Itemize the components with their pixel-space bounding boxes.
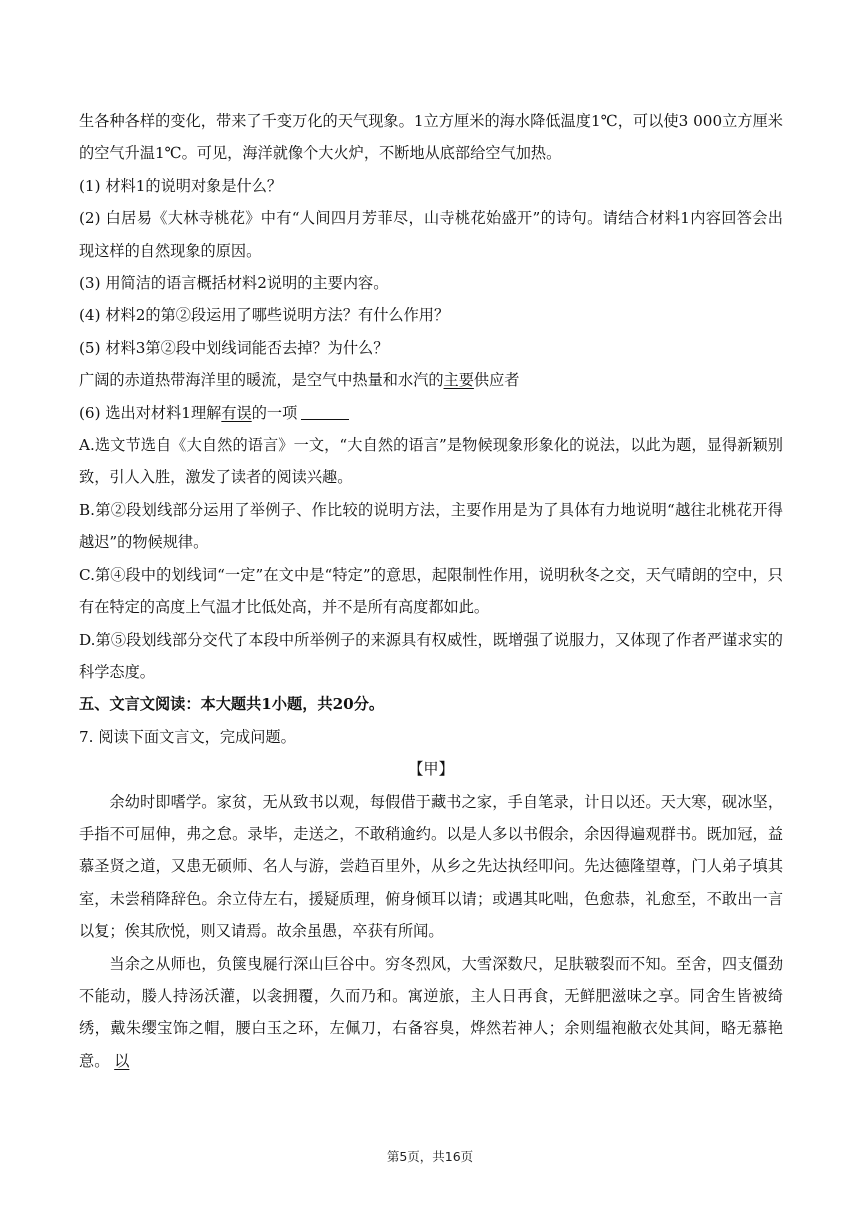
question-6-underlined: 有误: [221, 403, 252, 422]
question-2: (2) 白居易《大林寺桃花》中有“人间四月芳菲尽，山寺桃花始盛开”的诗句。请结合材料1内容回答会出现这样的自然现象的原因。: [79, 209, 783, 260]
page-content: [79, 105, 783, 1077]
option-d: D.第⑤段划线部分交代了本段中所举例子的来源具有权威性，既增强了说服力，又体现了作者严谨求实的科学态度。: [79, 630, 783, 681]
quote-text-end: 供应者: [473, 371, 520, 390]
page-footer: 第5页，共16页: [386, 1149, 474, 1164]
option-a: A.选文节选自《大自然的语言》一文，“大自然的语言”是物候现象形象化的说法，以此为题，显得新颖别致，引人入胜，激发了读者的阅读兴趣。: [79, 436, 783, 487]
passage-paragraph-1: 余幼时即嗜学。家贫，无从致书以观，每假借于藏书之家，手自笔录，计日以还。天大寒，砚冰坚，手指不可屈伸，弗之怠。录毕，走送之，不敢稍逾约。以是人多以书假余，余因得遍观群书。既加冠，益慕圣贤之道，又患无硕师、名人与游，尝趋百里外，从乡之先达执经叩问。先达德隆望尊，门人弟子填其室，未尝稍降辞色。余立侍左右，援疑质理，俯身倾耳以请；或遇其叱咄，色愈恭，礼愈至，不敢出一言以复；俟其欣悦，则又请焉。故余虽愚，卒获有所闻。: [79, 792, 783, 941]
material-text-continuation: 生各种各样的变化，带来了千变万化的天气现象。1立方厘米的海水降低温度1℃，可以使3 000立方厘米的空气升温1℃。可见，海洋就像个大火炉，不断地从底部给空气加热。: [79, 112, 783, 163]
paragraph-2-text: 当余之从师也，负箧曳屣行深山巨谷中。穷冬烈风，大雪深数尺，足肤皲裂而不知。至舍，四支僵劲不能动，媵人持汤沃灌，以衾拥覆，久而乃和。寓逆旅，主人日再食，无鲜肥滋味之享。同舍生皆被绮绣，戴朱缨宝饰之帽，腰白玉之环，左佩刀，右备容臭，烨然若神人；余则缊袍敝衣处其间，略无慕艳意。: [79, 954, 783, 1070]
question-1: (1) 材料1的说明对象是什么？: [79, 176, 283, 195]
answer-blank: [301, 403, 349, 420]
question-7: 7. 阅读下面文言文，完成问题。: [79, 727, 296, 746]
question-5: (5) 材料3第②段中划线词能否去掉？为什么？: [79, 338, 389, 357]
option-c: C.第④段中的划线词“一定”在文中是“特定”的意思，起限制性作用，说明秋冬之交，天气晴朗的空中，只有在特定的高度上气温才比低处高，并不是所有高度都如此。: [79, 565, 783, 617]
section-heading: 五、文言文阅读：本大题共1小题，共20分。: [79, 695, 385, 714]
question-4: (4) 材料2的第②段运用了哪些说明方法？有什么作用？: [79, 306, 450, 325]
passage-label: 【甲】: [408, 760, 454, 779]
question-6-text-end: 的一项: [251, 403, 298, 422]
quote-text: 广阔的赤道热带海洋里的暖流，是空气中热量和水汽的: [79, 371, 444, 390]
question-6-text: (6) 选出对材料1理解: [79, 403, 222, 422]
question-6: [79, 397, 783, 429]
underlined-word: 主要: [443, 371, 474, 390]
question-5-quote: [79, 364, 783, 396]
option-b: B.第②段划线部分运用了举例子、作比较的说明方法，主要作用是为了具体有力地说明“越往北桃花开得越迟”的物候规律。: [79, 500, 783, 552]
passage-paragraph-2: [79, 948, 783, 1078]
question-3: (3) 用简洁的语言概括材料2说明的主要内容。: [79, 274, 389, 293]
paragraph-2-underlined: 以: [114, 1051, 130, 1070]
